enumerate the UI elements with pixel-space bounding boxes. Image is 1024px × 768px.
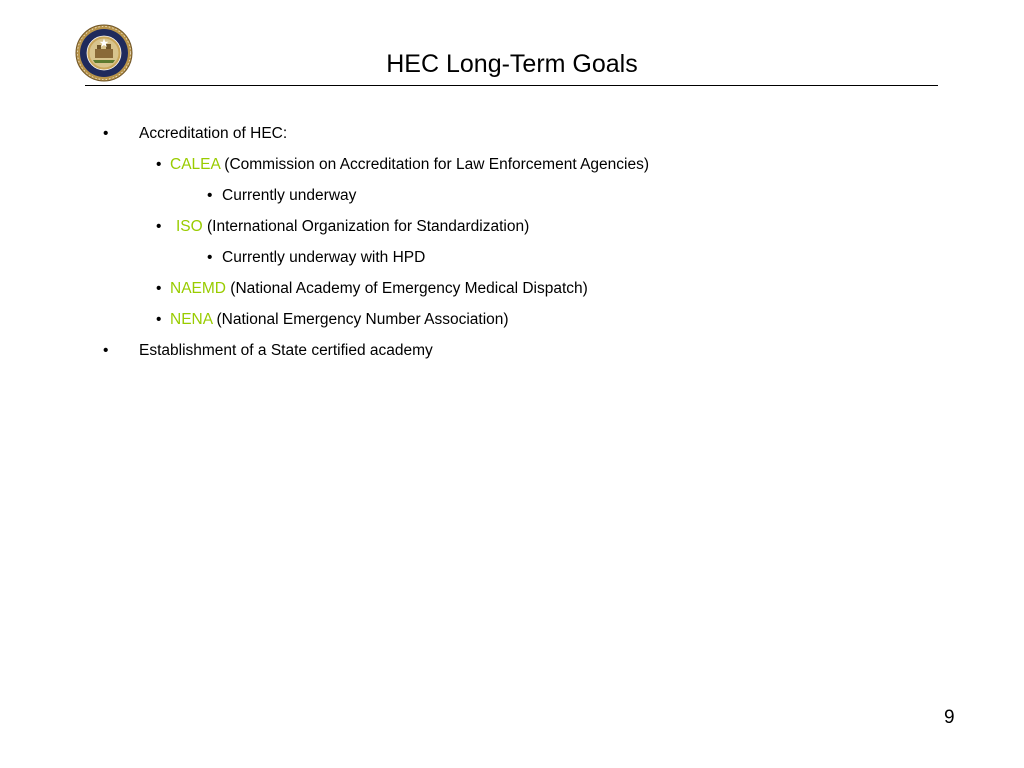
- bullet-academy: [103, 335, 703, 366]
- bullet-naemd: [156, 273, 856, 304]
- title-divider: [85, 85, 938, 86]
- bullet-text: [170, 304, 509, 335]
- page-number: 9: [944, 707, 955, 728]
- bullet-calea: [156, 149, 856, 180]
- acronym-iso: ISO: [176, 218, 203, 235]
- acronym-description: (National Academy of Emergency Medical Dispatch): [225, 280, 588, 297]
- acronym-calea: CALEA: [170, 156, 220, 173]
- acronym-description: (National Emergency Number Association): [212, 311, 509, 328]
- bullet-text: Currently underway with HPD: [222, 249, 426, 266]
- bullet-nena: [156, 304, 856, 335]
- bullet-accreditation: [103, 118, 703, 149]
- slide-title: HEC Long-Term Goals: [386, 50, 638, 78]
- bullet-iso: [156, 211, 856, 242]
- bullet-text: [170, 273, 588, 304]
- bullet-text: [176, 211, 529, 242]
- bullet-marker: •: [156, 280, 162, 297]
- bullet-marker: •: [103, 125, 109, 142]
- bullet-calea-status: [207, 180, 707, 211]
- acronym-naemd: NAEMD: [170, 280, 226, 297]
- acronym-description: (International Organization for Standardization): [202, 218, 530, 235]
- bullet-text: Currently underway: [222, 187, 357, 204]
- bullet-marker: •: [103, 342, 109, 359]
- bullet-text: [170, 149, 649, 180]
- bullet-iso-status: [207, 242, 707, 273]
- bullet-text: Accreditation of HEC:: [139, 125, 288, 142]
- bullet-text: Establishment of a State certified academy: [139, 342, 433, 359]
- bullet-marker: •: [156, 218, 162, 235]
- acronym-nena: NENA: [170, 311, 213, 328]
- acronym-description: (Commission on Accreditation for Law Enforcement Agencies): [219, 156, 650, 173]
- bullet-marker: •: [156, 156, 162, 173]
- bullet-marker: •: [207, 249, 213, 266]
- bullet-marker: •: [156, 311, 162, 328]
- bullet-marker: •: [207, 187, 213, 204]
